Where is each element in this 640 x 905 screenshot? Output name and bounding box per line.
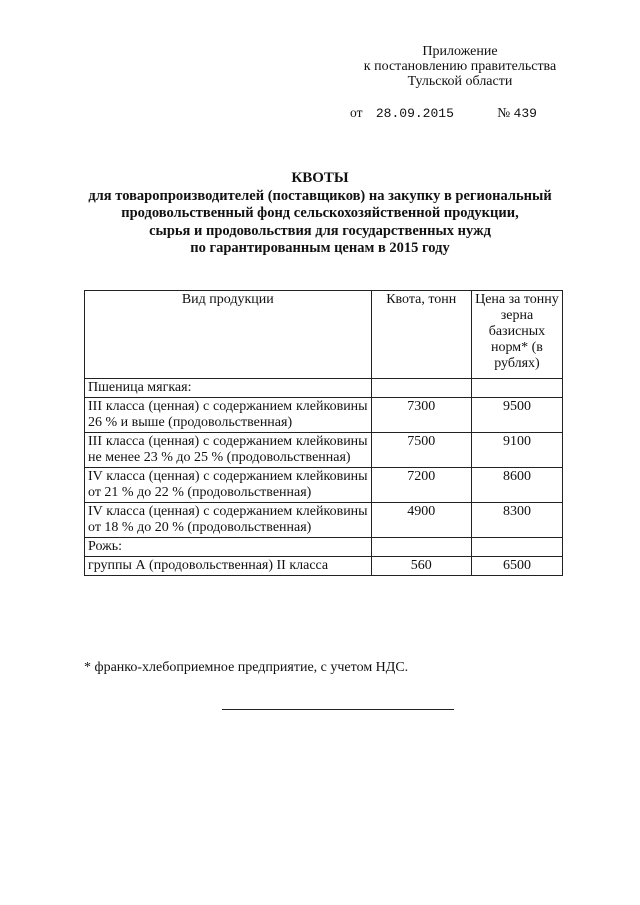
header-price: Цена за тонну зерна базисных норм* (в рублях) — [471, 291, 562, 379]
title-line-4: по гарантированным ценам в 2015 году — [190, 240, 450, 256]
price-value: 9100 — [471, 433, 562, 468]
table-row — [85, 503, 563, 538]
empty-cell — [471, 379, 562, 398]
price-value: 6500 — [471, 557, 562, 576]
table-row — [85, 433, 563, 468]
group-label: Рожь: — [85, 538, 372, 557]
appendix-title: Приложение — [422, 44, 498, 59]
order-reference — [350, 105, 537, 121]
group-row-wheat — [85, 379, 563, 398]
appendix-line-3: Тульской области — [407, 74, 513, 89]
product-name: III класса (ценная) с содержанием клейковины 26 % и выше (продовольственная) — [85, 398, 372, 433]
order-number-sign: № — [497, 105, 511, 120]
product-name: IV класса (ценная) с содержанием клейковины от 18 % до 20 % (продовольственная) — [85, 503, 372, 538]
header-quota: Квота, тонн — [371, 291, 471, 379]
appendix-block — [340, 44, 580, 89]
empty-cell — [371, 379, 471, 398]
price-value: 9500 — [471, 398, 562, 433]
table-header-row — [85, 291, 563, 379]
product-name: IV класса (ценная) с содержанием клейковины от 21 % до 22 % (продовольственная) — [85, 468, 372, 503]
table-row — [85, 398, 563, 433]
title-line-2: продовольственный фонд сельскохозяйственной продукции, — [121, 205, 519, 221]
empty-cell — [371, 538, 471, 557]
quota-value: 4900 — [371, 503, 471, 538]
quota-value: 7500 — [371, 433, 471, 468]
order-number: 439 — [513, 106, 537, 121]
document-title — [60, 170, 580, 258]
price-value: 8300 — [471, 503, 562, 538]
closing-divider — [222, 709, 454, 710]
quota-value: 7300 — [371, 398, 471, 433]
product-name: группы А (продовольственная) II класса — [85, 557, 372, 576]
table-row — [85, 557, 563, 576]
title-line-3: сырья и продовольствия для государственных нужд — [149, 222, 491, 239]
group-row-rye — [85, 538, 563, 557]
quota-value: 560 — [371, 557, 471, 576]
appendix-line-2: к постановлению правительства — [363, 59, 557, 74]
title-main: КВОТЫ — [291, 170, 349, 186]
table-row — [85, 468, 563, 503]
title-line-1: для товаропроизводителей (поставщиков) на закупку в региональный — [88, 187, 552, 204]
order-date: 28.09.2015 — [375, 106, 454, 121]
quota-table — [84, 290, 563, 576]
header-product: Вид продукции — [85, 291, 372, 379]
footnote: * франко-хлебоприемное предприятие, с учетом НДС. — [84, 660, 409, 675]
quota-value: 7200 — [371, 468, 471, 503]
price-value: 8600 — [471, 468, 562, 503]
empty-cell — [471, 538, 562, 557]
group-label: Пшеница мягкая: — [85, 379, 372, 398]
product-name: III класса (ценная) с содержанием клейковины не менее 23 % до 25 % (продовольственная) — [85, 433, 372, 468]
order-prefix: от — [350, 105, 363, 120]
